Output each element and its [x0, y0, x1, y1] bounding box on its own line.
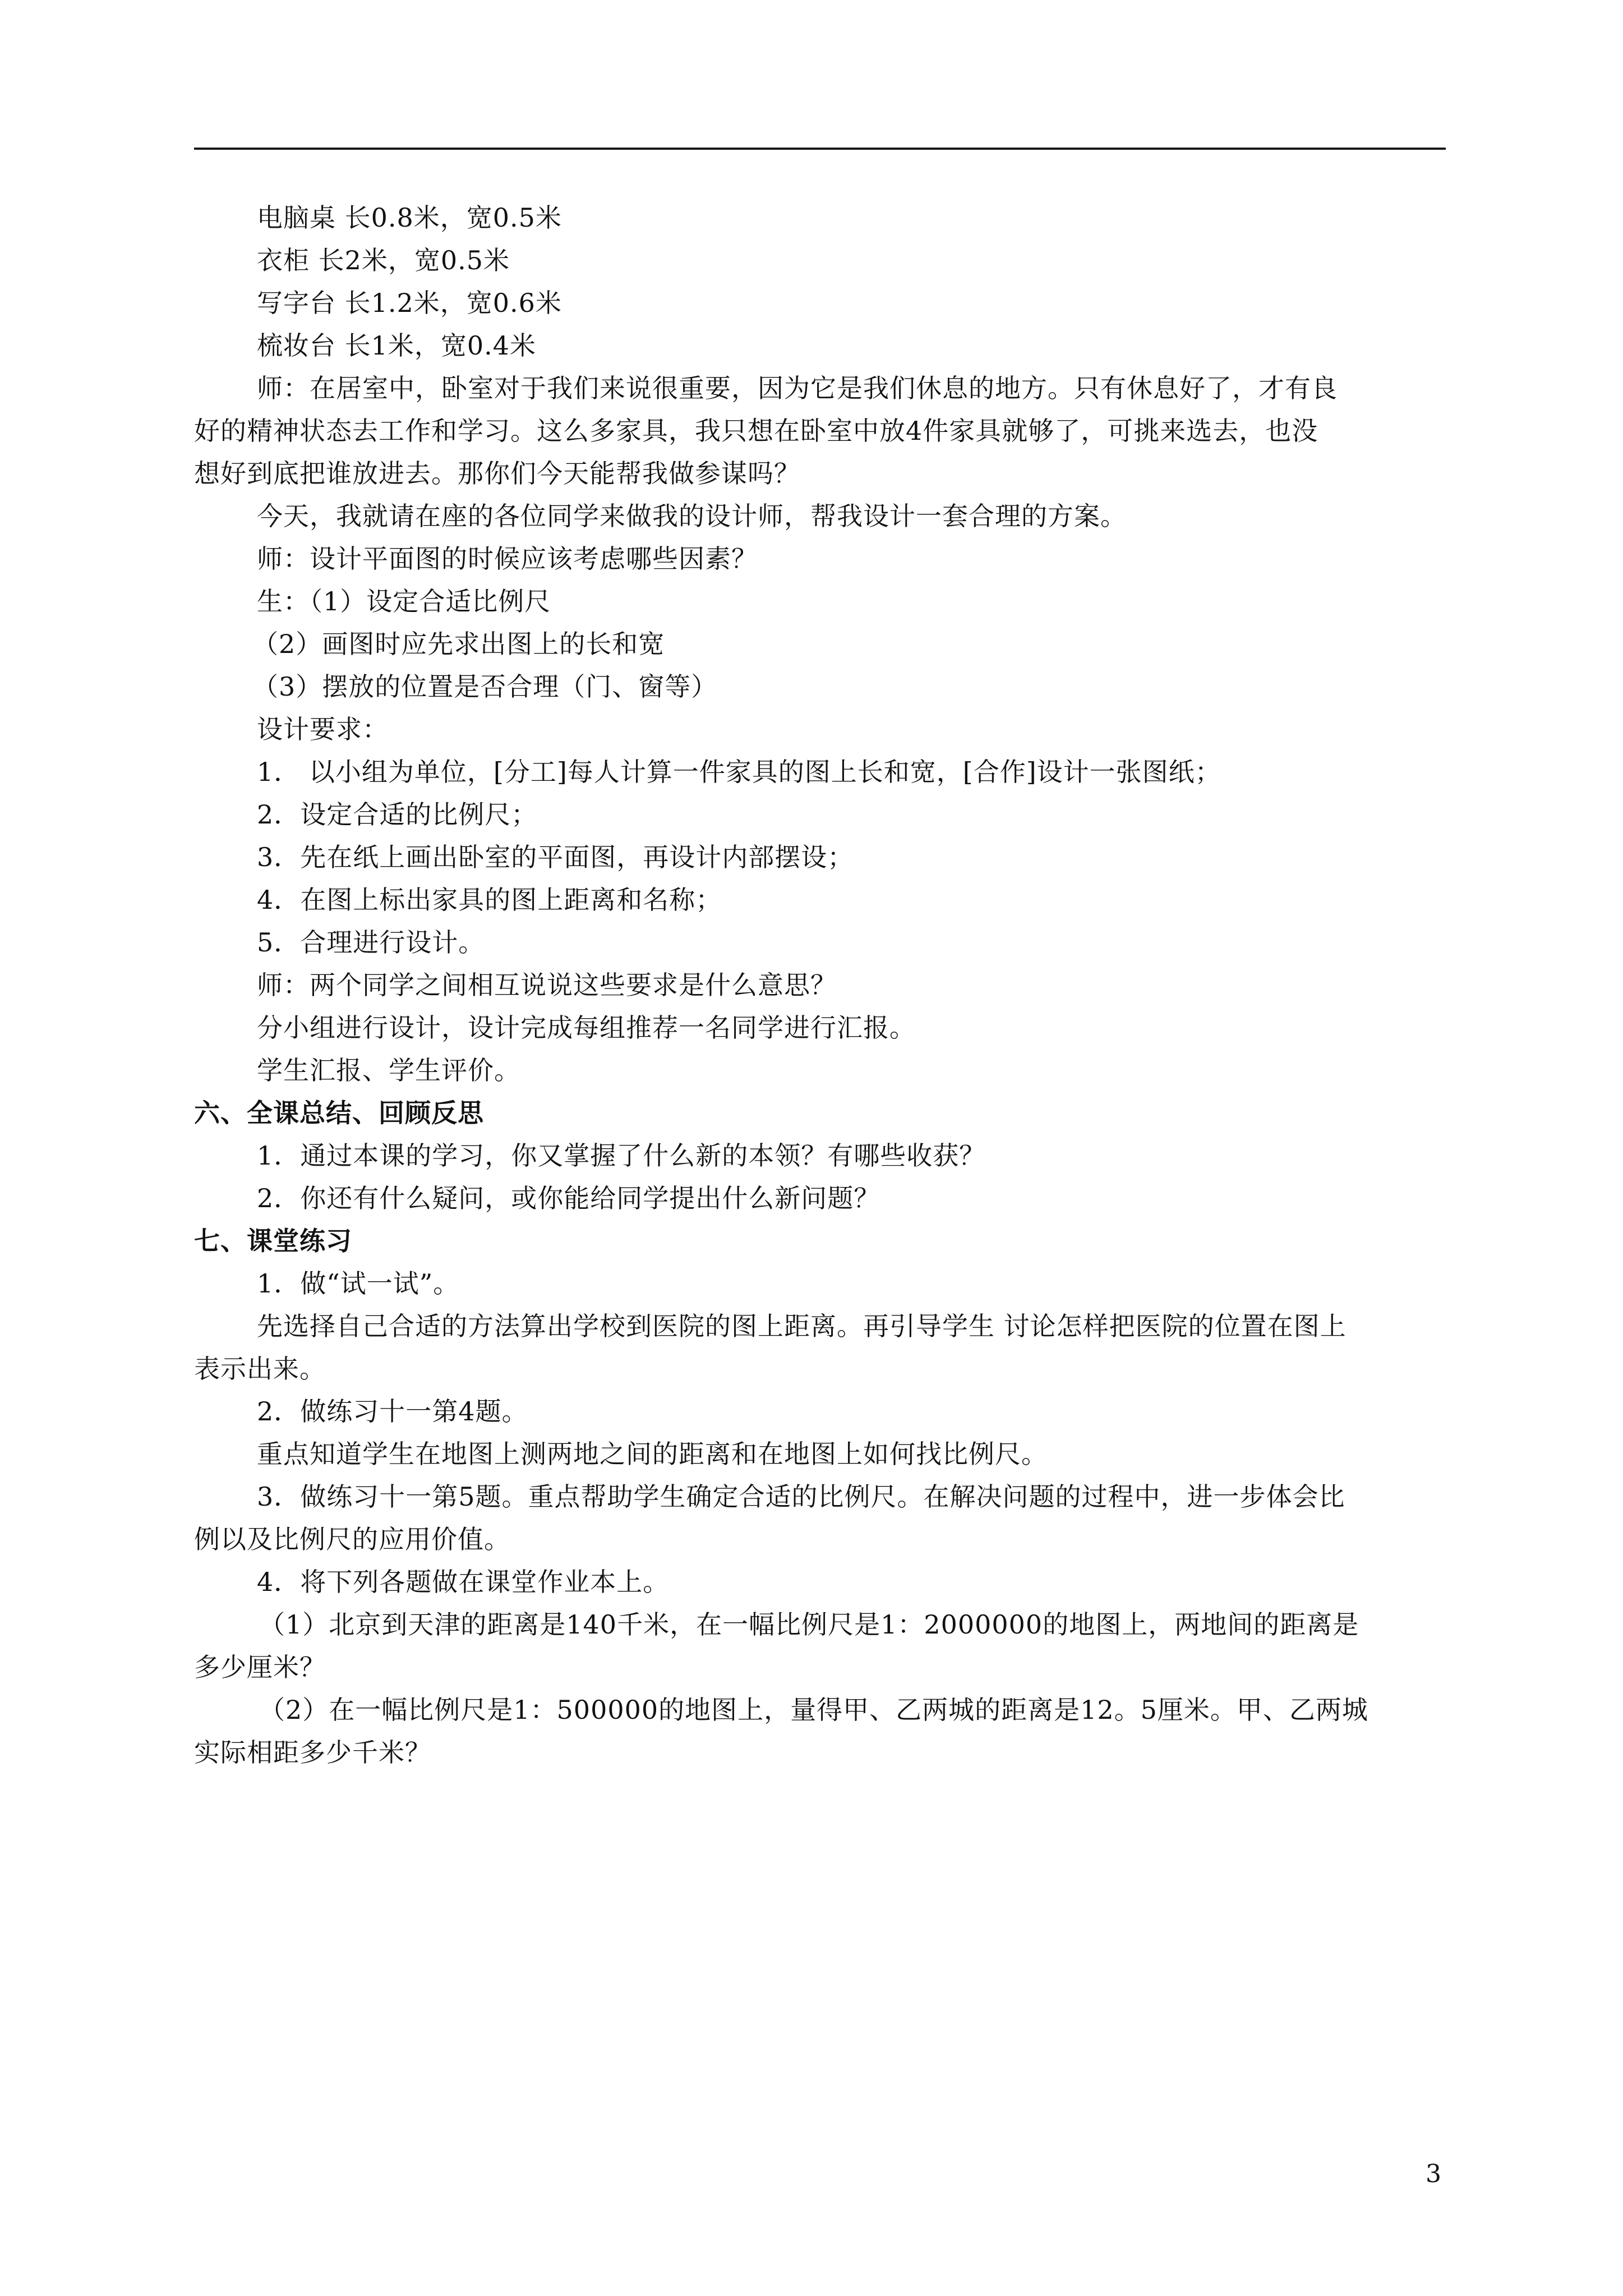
text-line: 5．合理进行设计。 [257, 927, 485, 958]
text-line: 2．设定合适的比例尺； [257, 799, 538, 830]
text-line: 今天，我就请在座的各位同学来做我的设计师，帮我设计一套合理的方案。 [257, 501, 1127, 531]
text-line: 3．先在纸上画出卧室的平面图，再设计内部摆设； [257, 842, 854, 872]
text-line: （2）在一幅比例尺是1：500000的地图上，量得甲、乙两城的距离是12。5厘米。甲、乙两城 [259, 1695, 1368, 1725]
text-line: 例以及比例尺的应用价值。 [194, 1524, 510, 1554]
text-line: 1．做“试一试”。 [257, 1268, 460, 1299]
text-line: 1．通过本课的学习，你又掌握了什么新的本领？有哪些收获？ [257, 1140, 986, 1171]
text-line: 生：（1）设定合适比例尺 [257, 586, 551, 616]
text-line: 先选择自己合适的方法算出学校到医院的图上距离。再引导学生 讨论怎样把医院的位置在图上 [257, 1311, 1347, 1341]
text-line: 重点知道学生在地图上测两地之间的距离和在地图上如何找比例尺。 [257, 1439, 1048, 1469]
text-line: 设计要求： [257, 714, 389, 744]
text-line: 2．做练习十一第4题。 [257, 1396, 528, 1427]
page-number: 3 [1426, 2160, 1441, 2188]
text-line: 衣柜 长2米，宽0.5米 [257, 245, 510, 275]
text-line: 4．将下列各题做在课堂作业本上。 [257, 1567, 670, 1597]
text-line: 写字台 长1.2米，宽0.6米 [257, 288, 562, 318]
text-line: 表示出来。 [194, 1354, 326, 1384]
text-line: 4．在图上标出家具的图上距离和名称； [257, 885, 722, 915]
text-line: 好的精神状态去工作和学习。这么多家具，我只想在卧室中放4件家具就够了，可挑来选去，也没 [194, 416, 1318, 446]
section-heading: 六、全课总结、回顾反思 [194, 1098, 484, 1128]
text-line: 实际相距多少千米？ [194, 1737, 431, 1768]
section-heading: 七、课堂练习 [194, 1226, 352, 1256]
text-line: 梳妆台 长1米，宽0.4米 [257, 330, 537, 361]
text-line: 师：两个同学之间相互说说这些要求是什么意思？ [257, 970, 837, 1000]
text-line: 学生汇报、学生评价。 [257, 1055, 520, 1085]
text-line: （2）画图时应先求出图上的长和宽 [252, 629, 665, 659]
text-line: 师：设计平面图的时候应该考虑哪些因素？ [257, 544, 758, 574]
text-line: 电脑桌 长0.8米，宽0.5米 [257, 203, 562, 233]
text-line: （3）摆放的位置是否合理（门、窗等） [252, 671, 718, 702]
text-line: 1． 以小组为单位，[分工]每人计算一件家具的图上长和宽，[合作]设计一张图纸； [257, 757, 1221, 787]
text-line: 2．你还有什么疑问，或你能给同学提出什么新问题？ [257, 1183, 880, 1213]
text-line: 多少厘米？ [194, 1652, 326, 1682]
text-line: 3．做练习十一第5题。重点帮助学生确定合适的比例尺。在解决问题的过程中，进一步体会比 [257, 1481, 1345, 1512]
text-line: 师：在居室中，卧室对于我们来说很重要，因为它是我们休息的地方。只有休息好了，才有良 [257, 373, 1338, 403]
text-line: 想好到底把谁放进去。那你们今天能帮我做参谋吗？ [194, 458, 800, 489]
header-rule [194, 148, 1446, 150]
text-line: （1）北京到天津的距离是140千米，在一幅比例尺是1：2000000的地图上，两地间的距离是 [259, 1609, 1359, 1640]
text-line: 分小组进行设计，设计完成每组推荐一名同学进行汇报。 [257, 1013, 916, 1043]
